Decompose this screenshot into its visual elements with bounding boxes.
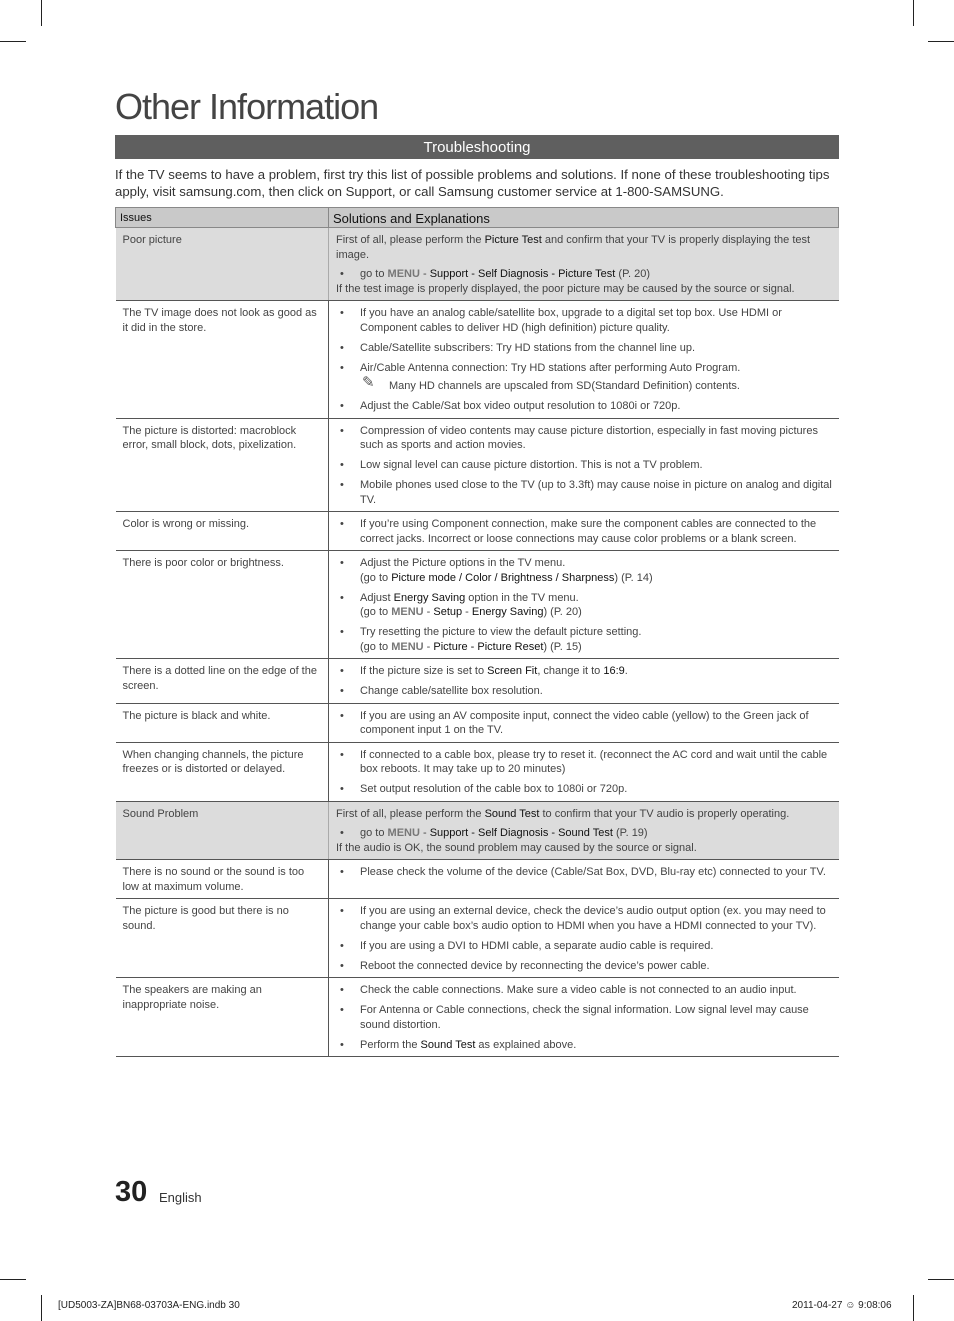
crop-mark xyxy=(0,1279,26,1280)
issue-cell: Poor picture xyxy=(116,228,329,301)
emphasis-text: Support - Self Diagnosis - Picture Test xyxy=(429,268,616,280)
table-body xyxy=(116,228,839,1057)
header-issues: Issues xyxy=(116,208,329,228)
menu-text: MENU xyxy=(391,606,424,618)
menu-text: MENU xyxy=(387,827,420,839)
solution-item: • go to MENU - Support - Self Diagnosis - Picture Test (P. 20) xyxy=(336,267,833,282)
print-footer-file: [UD5003-ZA]BN68-03703A-ENG.indb 30 xyxy=(58,1300,240,1311)
solution-paragraph: First of all, please perform the Sound Test to confirm that your TV audio is properly operating. xyxy=(336,807,790,820)
note-text: ✎ Many HD channels are upscaled from SD(Standard Definition) contents. xyxy=(362,374,740,392)
solution-list xyxy=(336,664,833,699)
solution-item: • Change cable/satellite box resolution. xyxy=(336,684,833,699)
issue-cell: The speakers are making an inappropriate noise. xyxy=(116,978,329,1057)
issue-cell: There is no sound or the sound is too low at maximum volume. xyxy=(116,860,329,899)
table-header-row xyxy=(116,208,839,228)
issue-cell: The TV image does not look as good as it did in the store. xyxy=(116,301,329,419)
table-row xyxy=(116,301,839,419)
intro-text: If the TV seems to have a problem, first try this list of possible problems and solutions. If none of these troubleshooting tips apply, visit samsung.com, then click on Support, or call Samsung customer service at 1-800-SAMSUNG. xyxy=(115,167,830,199)
solution-item: • If you have an analog cable/satellite box, upgrade to a digital set top box. Use HDMI or Component cables to deliver HD (high definition) picture quality. xyxy=(336,306,833,335)
solution-list xyxy=(336,267,833,282)
solution-list xyxy=(336,517,833,546)
page-title: Other Information xyxy=(115,86,379,127)
solution-list xyxy=(336,306,833,414)
solution-cell xyxy=(329,659,839,704)
solution-list xyxy=(336,826,833,841)
solution-list xyxy=(336,556,833,654)
solution-paragraph: First of all, please perform the Picture Test and confirm that your TV is properly displaying the test image. xyxy=(336,234,811,261)
solution-cell xyxy=(329,742,839,801)
emphasis-text: Picture - Picture Reset xyxy=(433,640,544,653)
solution-paragraph: If the test image is properly displayed, the poor picture may be caused by the source or signal. xyxy=(336,282,795,295)
solution-item: • For Antenna or Cable connections, check the signal information. Low signal level may cause sound distortion. xyxy=(336,1003,833,1032)
table-row xyxy=(116,659,839,704)
solution-list xyxy=(336,748,833,797)
table-row xyxy=(116,899,839,978)
emphasis-text: Support - Self Diagnosis - Sound Test xyxy=(429,827,613,839)
solution-cell xyxy=(329,228,839,301)
issue-cell: There is poor color or brightness. xyxy=(116,551,329,659)
page-language: English xyxy=(159,1190,202,1205)
solution-item: • If you’re using Component connection, make sure the component cables are connected to the correct jacks. Incorrect or loose connections may cause color problems or a blank screen. xyxy=(336,517,833,546)
crop-mark xyxy=(928,41,954,42)
troubleshooting-table-container xyxy=(115,207,839,1057)
solution-item: • Try resetting the picture to view the default picture setting. (go to MENU - Picture - Picture Reset) (P. 15) xyxy=(336,625,833,654)
solution-list xyxy=(336,424,833,508)
issue-cell: Sound Problem xyxy=(116,801,329,860)
solution-cell xyxy=(329,801,839,860)
solution-cell xyxy=(329,978,839,1057)
solution-paragraph: If the audio is OK, the sound problem may caused by the source or signal. xyxy=(336,841,697,854)
emphasis-text: Energy Saving xyxy=(393,591,466,604)
page-number: 30 xyxy=(115,1176,148,1208)
solution-item: • If you are using an external device, check the device’s audio output option (ex. you may need to change your cable box’s audio option to HDMI when you have a HDMI connected to your TV). xyxy=(336,904,833,933)
pencil-icon: ✎ xyxy=(362,374,375,391)
solution-item: • Reboot the connected device by reconnecting the device’s power cable. xyxy=(336,959,833,974)
crop-mark xyxy=(913,0,914,26)
emphasis-text: Setup xyxy=(433,606,463,618)
crop-mark xyxy=(41,0,42,26)
solution-cell xyxy=(329,512,839,551)
crop-mark xyxy=(0,41,26,42)
header-solutions: Solutions and Explanations xyxy=(329,208,839,228)
issue-cell: The picture is good but there is no sound. xyxy=(116,899,329,978)
menu-text: MENU xyxy=(391,640,424,653)
table-row xyxy=(116,228,839,301)
issue-cell: The picture is distorted: macroblock error, small block, dots, pixelization. xyxy=(116,418,329,512)
solution-list xyxy=(336,709,833,738)
table-row xyxy=(116,703,839,742)
table-row xyxy=(116,512,839,551)
menu-text: MENU xyxy=(387,268,420,280)
solution-item: • Check the cable connections. Make sure a video cable is not connected to an audio input. xyxy=(336,983,833,998)
solution-item: • Cable/Satellite subscribers: Try HD stations from the channel line up. xyxy=(336,341,833,356)
emphasis-text: Screen Fit xyxy=(487,665,538,677)
emphasis-text: Sound Test xyxy=(420,1038,476,1051)
solution-item: • Compression of video contents may cause picture distortion, especially in fast moving pictures such as sports and action movies. xyxy=(336,424,833,453)
emphasis-text: Picture Test xyxy=(484,234,542,246)
solution-item: • If you are using an AV composite input, connect the video cable (yellow) to the Green jack of component input 1 on the TV. xyxy=(336,709,833,738)
solution-item: • If connected to a cable box, please try to reset it. (reconnect the AC cord and wait until the cable box reboots. It may take up to 20 minutes) xyxy=(336,748,833,777)
print-footer-date: 2011-04-27 ☺ 9:08:06 xyxy=(792,1300,892,1311)
solution-cell xyxy=(329,301,839,419)
crop-mark xyxy=(913,1295,914,1321)
solution-item: • go to MENU - Support - Self Diagnosis - Sound Test (P. 19) xyxy=(336,826,833,841)
crop-mark xyxy=(928,1279,954,1280)
crop-mark xyxy=(41,1295,42,1321)
issue-cell: Color is wrong or missing. xyxy=(116,512,329,551)
solution-item: • Please check the volume of the device (Cable/Sat Box, DVD, Blu-ray etc) connected to your TV. xyxy=(336,865,833,880)
issue-cell: The picture is black and white. xyxy=(116,703,329,742)
solution-list xyxy=(336,865,833,880)
solution-item: • Low signal level can cause picture distortion. This is not a TV problem. xyxy=(336,458,833,473)
emphasis-text: 16:9 xyxy=(603,665,625,677)
solution-item: • Perform the Sound Test as explained above. xyxy=(336,1038,833,1053)
solution-item: • If you are using a DVI to HDMI cable, a separate audio cable is required. xyxy=(336,939,833,954)
troubleshooting-table xyxy=(115,207,839,1057)
issue-cell: When changing channels, the picture freezes or is distorted or delayed. xyxy=(116,742,329,801)
solution-list xyxy=(336,983,833,1052)
emphasis-text: Sound Test xyxy=(484,807,540,820)
solution-item: • Air/Cable Antenna connection: Try HD stations after performing Auto Program. ✎ Many HD channels are upscaled from SD(Standard Definition) contents. xyxy=(336,361,833,394)
solution-cell xyxy=(329,551,839,659)
solution-cell xyxy=(329,703,839,742)
solution-cell xyxy=(329,899,839,978)
issue-cell: There is a dotted line on the edge of the screen. xyxy=(116,659,329,704)
solution-item: • Mobile phones used close to the TV (up to 3.3ft) may cause noise in picture on analog and digital TV. xyxy=(336,478,833,507)
solution-list xyxy=(336,904,833,973)
table-row xyxy=(116,551,839,659)
emphasis-text: Picture mode / Color / Brightness / Sharpness xyxy=(391,571,615,584)
table-row xyxy=(116,418,839,512)
solution-cell xyxy=(329,860,839,899)
solution-item: • Adjust Energy Saving option in the TV menu. (go to MENU - Setup - Energy Saving) (P. 20) xyxy=(336,591,833,620)
table-row xyxy=(116,801,839,860)
table-row xyxy=(116,742,839,801)
section-banner: Troubleshooting xyxy=(115,135,839,159)
table-row xyxy=(116,978,839,1057)
solution-cell xyxy=(329,418,839,512)
solution-item: • If the picture size is set to Screen Fit, change it to 16:9. xyxy=(336,664,833,679)
emphasis-text: Energy Saving xyxy=(471,606,544,618)
table-row xyxy=(116,860,839,899)
solution-item: • Adjust the Picture options in the TV menu. (go to Picture mode / Color / Brightness / Sharpness) (P. 14) xyxy=(336,556,833,585)
solution-item: • Set output resolution of the cable box to 1080i or 720p. xyxy=(336,782,833,797)
solution-item: • Adjust the Cable/Sat box video output resolution to 1080i or 720p. xyxy=(336,399,833,414)
